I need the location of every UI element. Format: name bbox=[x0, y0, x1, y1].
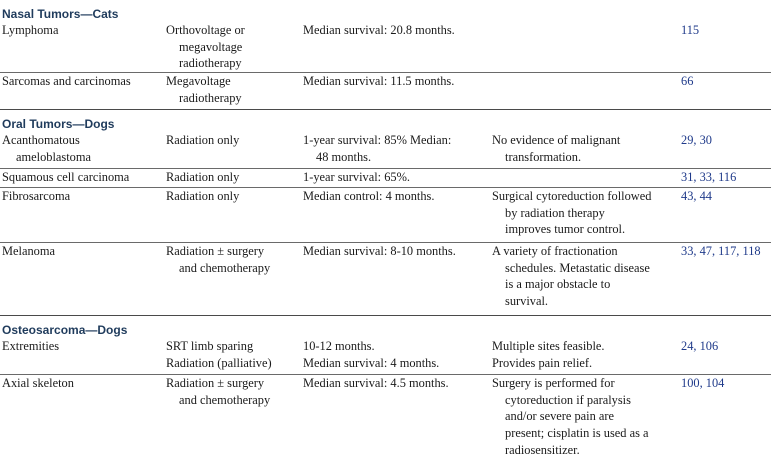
tumor-cell bbox=[0, 243, 166, 315]
treatment-cell bbox=[166, 375, 303, 467]
outcome-line: 10-12 months. bbox=[303, 339, 375, 353]
table-row bbox=[0, 22, 771, 72]
treatment-line: Orthovoltage or bbox=[166, 23, 245, 37]
table-row bbox=[0, 338, 771, 374]
outcome-cell bbox=[303, 188, 492, 242]
tumor-line: Lymphoma bbox=[2, 23, 59, 37]
comment-line: Surgery is performed for bbox=[492, 376, 615, 390]
outcome-line: 1-year survival: 65%. bbox=[303, 170, 411, 184]
tumor-cell bbox=[0, 132, 166, 168]
references-cell: 66 bbox=[681, 74, 694, 88]
outcome-line: Median survival: 8-10 months. bbox=[303, 244, 456, 258]
comment-line: No evidence of malignant bbox=[492, 133, 621, 147]
comment-line: improves tumor control. bbox=[505, 222, 626, 237]
treatment-cell bbox=[166, 169, 303, 187]
section-nasal-tumors-cats bbox=[0, 0, 771, 109]
comment-line: transformation. bbox=[505, 149, 582, 164]
outcome-cell bbox=[303, 375, 492, 467]
outcome-cell bbox=[303, 132, 492, 168]
table-row bbox=[0, 242, 771, 315]
tumor-cell bbox=[0, 169, 166, 187]
treatment-cell bbox=[166, 243, 303, 315]
tumor-cell bbox=[0, 22, 166, 72]
comment-line: and/or severe pain are bbox=[505, 409, 615, 424]
tumor-line: Squamous cell carcinoma bbox=[2, 170, 130, 184]
outcome-cell bbox=[303, 22, 492, 72]
section-osteosarcoma-dogs bbox=[0, 315, 771, 467]
table-row bbox=[0, 187, 771, 242]
comment-line: A variety of fractionation bbox=[492, 244, 618, 258]
comment-line: present; cisplatin is used as a bbox=[505, 426, 649, 441]
comment-line: survival. bbox=[505, 294, 549, 309]
outcome-cell bbox=[303, 338, 492, 374]
treatment-cell bbox=[166, 188, 303, 242]
section-title: Nasal Tumors—Cats bbox=[2, 7, 119, 21]
treatment-line: Radiation only bbox=[166, 133, 240, 147]
outcome-cell bbox=[303, 73, 492, 109]
references-cell: 43, 44 bbox=[681, 189, 712, 203]
comment-line: Multiple sites feasible. bbox=[492, 339, 605, 353]
references-cell: 31, 33, 116 bbox=[681, 170, 737, 184]
tumor-cell bbox=[0, 188, 166, 242]
comments-cell bbox=[492, 132, 681, 168]
table-row bbox=[0, 374, 771, 467]
table-row bbox=[0, 132, 771, 168]
treatment-line: Radiation (palliative) bbox=[166, 355, 272, 370]
comment-line: is a major obstacle to bbox=[505, 277, 611, 292]
treatment-line: radiotherapy bbox=[179, 90, 242, 105]
tumor-line: Sarcomas and carcinomas bbox=[2, 74, 131, 88]
treatment-cell bbox=[166, 338, 303, 374]
treatment-line: SRT limb sparing bbox=[166, 339, 254, 353]
comments-cell bbox=[492, 338, 681, 374]
treatment-line: Radiation only bbox=[166, 170, 240, 184]
references-cell: 29, 30 bbox=[681, 133, 712, 147]
treatment-line: Radiation ± surgery bbox=[166, 376, 265, 390]
tumor-line: Fibrosarcoma bbox=[2, 189, 71, 203]
tumor-cell bbox=[0, 338, 166, 374]
references-cell: 100, 104 bbox=[681, 376, 725, 390]
treatment-line: megavoltage bbox=[179, 39, 243, 54]
tumor-line: Extremities bbox=[2, 339, 60, 353]
treatment-line: Radiation ± surgery bbox=[166, 244, 265, 258]
table-row bbox=[0, 72, 771, 109]
treatment-line: radiotherapy bbox=[179, 56, 242, 71]
outcome-line: 48 months. bbox=[316, 149, 372, 164]
comment-line: cytoreduction if paralysis bbox=[505, 392, 631, 407]
treatment-cell bbox=[166, 132, 303, 168]
outcome-line: 1-year survival: 85% Median: bbox=[303, 133, 452, 147]
tumor-line: Melanoma bbox=[2, 244, 55, 258]
comment-line: radiosensitizer. bbox=[505, 442, 580, 457]
tumor-cell bbox=[0, 375, 166, 467]
comments-cell bbox=[492, 375, 681, 467]
outcome-line: Median survival: 20.8 months. bbox=[303, 23, 455, 37]
treatment-line: Radiation only bbox=[166, 189, 240, 203]
comment-line: schedules. Metastatic disease bbox=[505, 260, 650, 275]
treatment-line: and chemotherapy bbox=[179, 392, 271, 407]
section-oral-tumors-dogs bbox=[0, 109, 771, 315]
outcome-line: Median survival: 4 months. bbox=[303, 355, 440, 370]
comment-line: by radiation therapy bbox=[505, 205, 605, 220]
outcome-cell bbox=[303, 243, 492, 315]
tumor-line: ameloblastoma bbox=[16, 149, 92, 164]
treatment-line: and chemotherapy bbox=[179, 260, 271, 275]
references-cell: 33, 47, 117, 118 bbox=[681, 244, 761, 258]
outcome-line: Median survival: 11.5 months. bbox=[303, 74, 455, 88]
tumor-line: Acanthomatous bbox=[2, 133, 80, 147]
treatment-line: Megavoltage bbox=[166, 74, 231, 88]
comment-line: Provides pain relief. bbox=[492, 355, 593, 370]
outcome-line: Median survival: 4.5 months. bbox=[303, 376, 449, 390]
comments-cell bbox=[492, 73, 681, 109]
tumor-line: Axial skeleton bbox=[2, 376, 74, 390]
references-cell: 115 bbox=[681, 23, 700, 37]
comments-cell bbox=[492, 243, 681, 315]
outcome-line: Median control: 4 months. bbox=[303, 189, 435, 203]
section-title: Osteosarcoma—Dogs bbox=[2, 323, 128, 337]
comments-cell bbox=[492, 22, 681, 72]
table-row bbox=[0, 168, 771, 187]
section-title: Oral Tumors—Dogs bbox=[2, 117, 115, 131]
treatment-cell bbox=[166, 73, 303, 109]
treatment-cell bbox=[166, 22, 303, 72]
comments-cell bbox=[492, 188, 681, 242]
tumor-cell bbox=[0, 73, 166, 109]
comment-line: Surgical cytoreduction followed bbox=[492, 189, 652, 203]
outcome-cell bbox=[303, 169, 492, 187]
references-cell: 24, 106 bbox=[681, 339, 719, 353]
comments-cell bbox=[492, 169, 681, 187]
